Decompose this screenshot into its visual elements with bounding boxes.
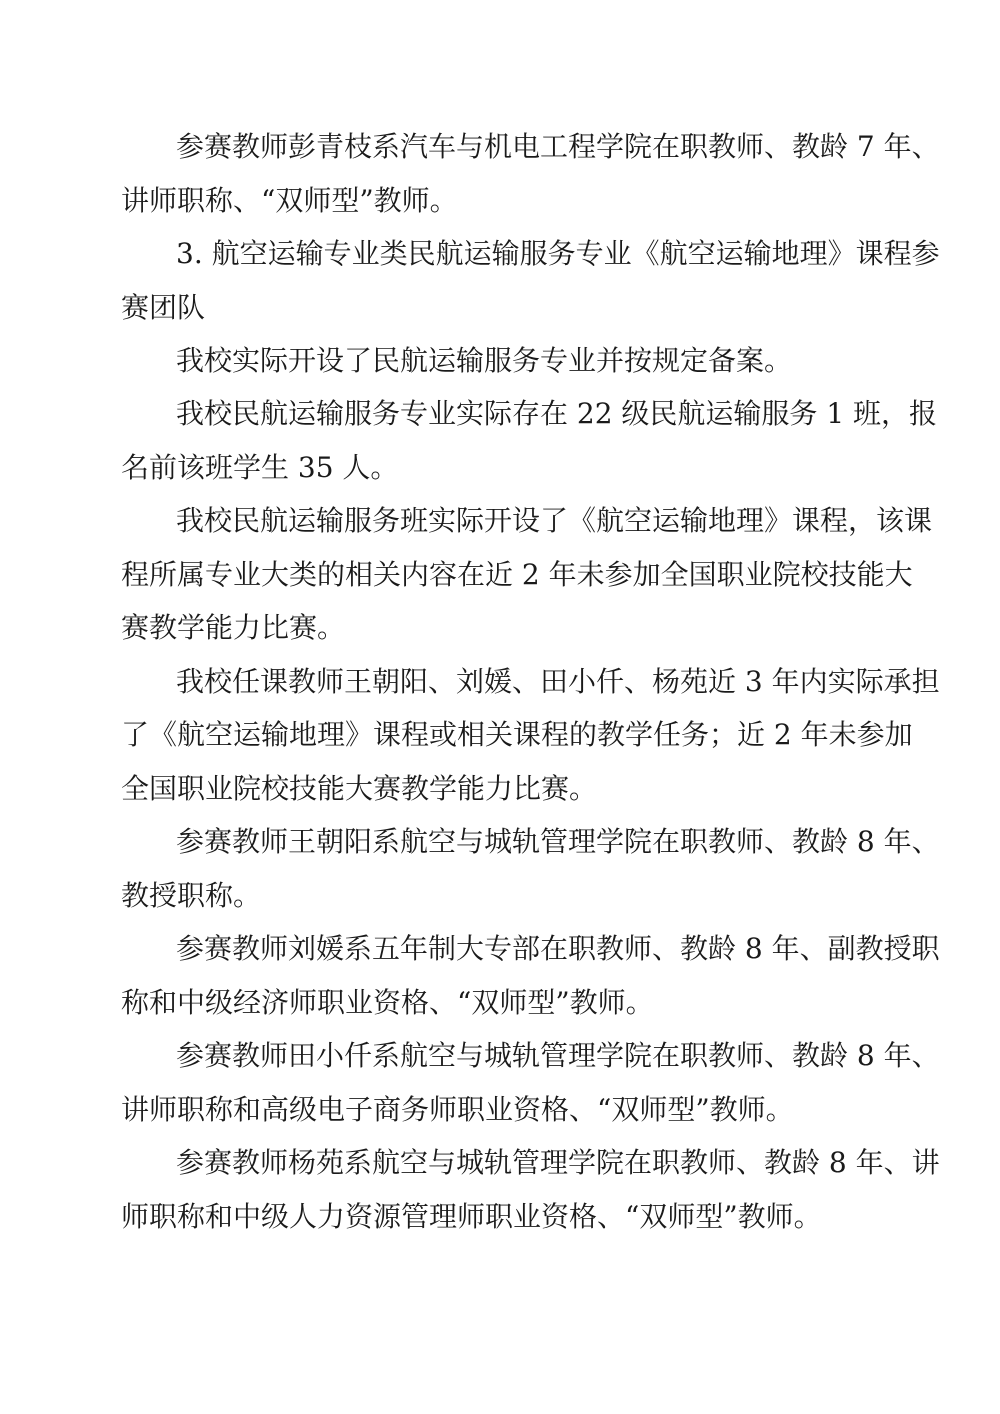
p3-line-1: 我校实际开设了民航运输服务专业并按规定备案。: [176, 344, 793, 377]
p1-line-2: 讲师职称、“双师型”教师。: [121, 184, 458, 217]
p7-line-1: 参赛教师王朝阳系航空与城轨管理学院在职教师、教龄 8 年、: [176, 825, 940, 858]
p8-line-2: 称和中级经济师职业资格、“双师型”教师。: [121, 986, 654, 1019]
p4-line-2: 名前该班学生 35 人。: [121, 451, 399, 484]
p9-line-2: 讲师职称和高级电子商务师职业资格、“双师型”教师。: [121, 1093, 794, 1126]
p2-line-2: 赛团队: [121, 291, 206, 324]
p10-line-1: 参赛教师杨苑系航空与城轨管理学院在职教师、教龄 8 年、讲: [176, 1146, 940, 1179]
p5-line-1: 我校民航运输服务班实际开设了《航空运输地理》课程，该课: [176, 504, 933, 537]
p4-line-1: 我校民航运输服务专业实际存在 22 级民航运输服务 1 班，报: [176, 397, 938, 430]
p5-line-3: 赛教学能力比赛。: [121, 611, 346, 644]
p6-line-1: 我校任课教师王朝阳、刘媛、田小仟、杨苑近 3 年内实际承担: [176, 665, 940, 698]
p9-line-1: 参赛教师田小仟系航空与城轨管理学院在职教师、教龄 8 年、: [176, 1039, 940, 1072]
p7-line-2: 教授职称。: [121, 879, 262, 912]
p6-line-2: 了《航空运输地理》课程或相关课程的教学任务；近 2 年未参加: [121, 718, 913, 751]
p1-line-1: 参赛教师彭青枝系汽车与机电工程学院在职教师、教龄 7 年、: [176, 130, 940, 163]
p5-line-2: 程所属专业大类的相关内容在近 2 年未参加全国职业院校技能大: [121, 558, 913, 591]
p10-line-2: 师职称和中级人力资源管理师职业资格、“双师型”教师。: [121, 1200, 822, 1233]
p8-line-1: 参赛教师刘媛系五年制大专部在职教师、教龄 8 年、副教授职: [176, 932, 940, 965]
p2-line-1: 3. 航空运输专业类民航运输服务专业《航空运输地理》课程参: [176, 237, 940, 270]
p6-line-3: 全国职业院校技能大赛教学能力比赛。: [121, 772, 598, 805]
